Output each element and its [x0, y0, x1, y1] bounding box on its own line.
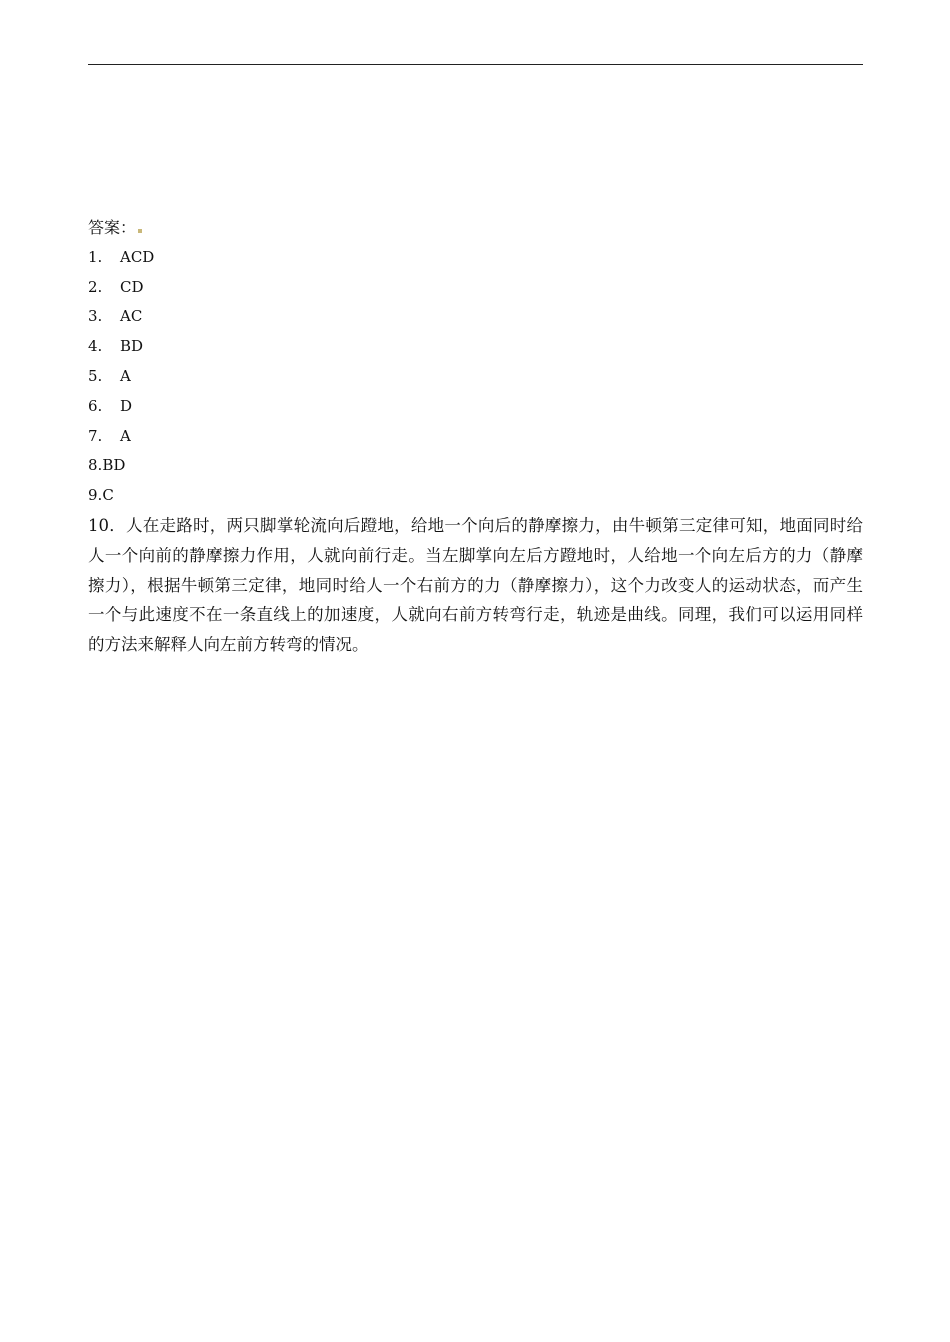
answer-value: C — [102, 486, 114, 505]
answer-item — [88, 362, 863, 392]
answer-number: 6. — [88, 396, 103, 415]
answer-item — [88, 422, 863, 452]
answer-number: 8. — [88, 456, 103, 475]
answer-item — [88, 392, 863, 422]
answer-number: 9. — [88, 486, 103, 505]
answer-item — [88, 481, 863, 511]
answer-value: ACD — [120, 247, 155, 266]
explanation-number: 10． — [88, 515, 127, 535]
answers-heading-text: 答案： — [88, 218, 137, 237]
answer-value: D — [120, 396, 133, 415]
explanation-text: 人在走路时，两只脚掌轮流向后蹬地，给地一个向后的静摩擦力，由牛顿第三定律可知，地面同时给人一个向前的静摩擦力作用，人就向前行走。当左脚掌向左后方蹬地时，人给地一个向左后方的力（静摩擦力），根据牛顿第三定律，地同时给人一个右前方的力（静摩擦力），这个力改变人的运动状态，而产生一个与此速度不在一条直线上的加速度，人就向右前方转弯行走，轨迹是曲线。同理，我们可以运用同样的方法来解释人向左前方转弯的情况。 — [88, 515, 864, 655]
answer-value: CD — [120, 277, 144, 296]
answer-section — [88, 213, 863, 660]
header-rule — [88, 64, 863, 65]
answer-value: AC — [120, 307, 143, 326]
answer-value: A — [120, 426, 131, 445]
explanation-paragraph — [88, 511, 863, 660]
answer-item — [88, 273, 863, 303]
answer-item — [88, 243, 863, 273]
answer-item — [88, 302, 863, 332]
answer-value: BD — [120, 337, 144, 356]
answers-heading — [88, 213, 863, 243]
scan-mark — [138, 229, 142, 233]
answer-number: 2. — [88, 277, 103, 296]
answer-number: 7. — [88, 426, 103, 445]
answer-item — [88, 451, 863, 481]
answer-list — [88, 243, 863, 511]
answer-number: 4. — [88, 337, 103, 356]
answer-number: 1. — [88, 247, 103, 266]
answer-number: 5. — [88, 366, 103, 385]
answer-value: A — [120, 366, 131, 385]
answer-value: BD — [102, 456, 126, 475]
answer-number: 3. — [88, 307, 103, 326]
answer-item — [88, 332, 863, 362]
